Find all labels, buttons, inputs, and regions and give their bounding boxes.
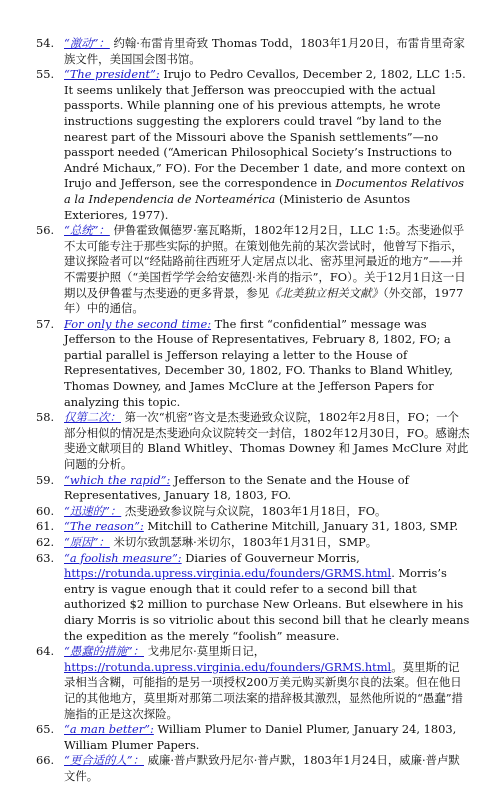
- note-number: 54.: [36, 36, 55, 50]
- note-text: 杰斐逊致参议院与众议院，1803年1月18日，FO。: [121, 503, 387, 518]
- note-number: 64.: [36, 644, 55, 659]
- endnote-54: [0, 36, 500, 67]
- note-link[interactable]: “The reason”:: [64, 519, 144, 534]
- note-text-tail: 。莫里斯的记录相当含糊，可能指的是另一项授权200万美元购买新奥尔良的法案。但在他日记的其他地方，莫里斯对那第二项法案的措辞极其激烈，显然他所说的“愚蠢”措施指的正是这次探险。: [64, 659, 463, 721]
- note-number: 63.: [36, 550, 55, 565]
- note-text: 米切尔致凯瑟琳·米切尔，1803年1月31日，SMP。: [109, 535, 378, 549]
- note-text-tail: （外交部，1977年）中的通信。: [64, 285, 464, 316]
- note-text: The first “confidential” message was Jefferson to the House of Representatives, February 8, 1802, FO; a partial parallel is Jefferson relaying a letter to the House of Representatives, December 30, 1802, FO. Thanks to Bland Whitley, Thomas Downey, and James McClure at the Jefferson Papers for analyzing this topic.: [64, 316, 453, 409]
- endnote-58: [0, 410, 500, 472]
- note-text: William Plumer to Daniel Plumer, January 24, 1803, William Plumer Papers.: [64, 722, 457, 752]
- note-text: 戈弗尼尔·莫里斯日记，: [144, 644, 266, 659]
- note-number: 66.: [36, 753, 55, 768]
- note-text: Irujo to Pedro Cevallos, December 2, 1802, LLC 1:5. It seems unlikely that Jefferson was preoccupied with the actual passports. While planning one of his previous attempts, he wrote instructions suggesting the explorers could travel “by land to the nearest part of the Missouri above the Spanish settlements”—no passport needed (“American Philosophical Society’s Instructions to André Michaux,” FO). For the December 1 date, and more context on Irujo and Jefferson, see the correspondence in: [64, 67, 466, 191]
- endnote-62: [0, 535, 500, 551]
- note-number: 59.: [36, 472, 55, 487]
- note-text: Diaries of Gouverneur Morris,: [181, 550, 360, 565]
- endnote-59: [0, 473, 500, 504]
- note-number: 56.: [36, 223, 55, 238]
- url-link[interactable]: https://rotunda.upress.virginia.edu/founders/GRMS.html: [64, 659, 392, 674]
- endnote-65: [0, 722, 500, 753]
- source-title: Documentos Relativos a la Independencia de Norteamérica: [64, 176, 464, 206]
- endnote-56: [0, 223, 500, 317]
- note-number: 60.: [36, 503, 55, 518]
- note-link[interactable]: “原因”：: [64, 535, 110, 549]
- note-link[interactable]: “a man better”:: [64, 722, 154, 737]
- note-number: 62.: [36, 535, 55, 549]
- note-link[interactable]: “愚蠢的措施”：: [64, 644, 144, 659]
- endnotes-list: [0, 36, 500, 785]
- endnote-55: [0, 67, 500, 223]
- note-text: 约翰·布雷肯里奇致 Thomas Todd，1803年1月20日，布雷肯里奇家族文件，美国国会图书馆。: [64, 36, 465, 66]
- note-text-tail: . Morris’s entry is vague enough that it could refer to a second bill that authorized $2 million to purchase New Orleans. But elsewhere in his diary Morris is so vitriolic about this second bill that he clearly means the expedition as the merely “foolish” measure.: [64, 566, 470, 643]
- note-number: 58.: [36, 410, 55, 425]
- note-link[interactable]: “a foolish measure”:: [64, 550, 182, 565]
- endnote-63: [0, 551, 500, 645]
- endnote-64: [0, 644, 500, 722]
- note-text: Mitchill to Catherine Mitchill, January 31, 1803, SMP.: [143, 519, 459, 534]
- endnote-66: [0, 753, 500, 784]
- note-link[interactable]: 仅第二次：: [64, 410, 121, 425]
- note-text: 伊鲁霍致佩德罗·塞瓦略斯，1802年12月2日，LLC 1:5。杰斐逊似乎不太可能专注于那些实际的护照。在策划他先前的某次尝试时，他曾写下指示，建议探险者可以“经陆路前往西班牙人定居点以北、密苏里河最近的地方”——并不需要护照（“美国哲学学会给安德烈·米肖的指示”，FO）。关于12月1日这一日期以及伊鲁霍与杰斐逊的更多背景，参见: [64, 223, 466, 300]
- source-title: 《北美独立相关文献》: [269, 285, 383, 300]
- note-text: 威廉·普卢默致丹尼尔·普卢默，1803年1月24日，威廉·普卢默文件。: [64, 753, 460, 783]
- note-text: 第一次“机密”咨文是杰斐逊致众议院，1802年2月8日，FO；一个部分相似的情况是杰斐逊向众议院转交一封信，1802年12月30日，FO。感谢杰斐逊文献项目的 Bland Whitley、Thomas Downey 和 James McClure 对此问题的分析。: [64, 410, 470, 472]
- note-text: Jefferson to the Senate and the House of Representatives, January 18, 1803, FO.: [64, 472, 409, 503]
- note-link[interactable]: “which the rapid”:: [64, 472, 171, 487]
- note-link[interactable]: “迅速的”：: [64, 503, 122, 518]
- note-number: 55.: [36, 67, 55, 82]
- url-link[interactable]: https://rotunda.upress.virginia.edu/founders/GRMS.html: [64, 566, 392, 581]
- note-link[interactable]: “The president”:: [64, 67, 160, 82]
- endnote-61: [0, 519, 500, 535]
- note-link[interactable]: “总统”：: [64, 223, 110, 238]
- note-link[interactable]: “更合适的人”：: [64, 753, 144, 768]
- note-number: 65.: [36, 722, 55, 737]
- note-number: 61.: [36, 519, 55, 534]
- endnote-60: [0, 504, 500, 520]
- endnote-57: [0, 317, 500, 411]
- note-text-tail: (Ministerio de Asuntos Exteriores, 1977).: [64, 191, 411, 222]
- note-number: 57.: [36, 316, 55, 331]
- note-link[interactable]: “激动”：: [64, 36, 110, 50]
- note-link[interactable]: For only the second time:: [64, 316, 212, 331]
